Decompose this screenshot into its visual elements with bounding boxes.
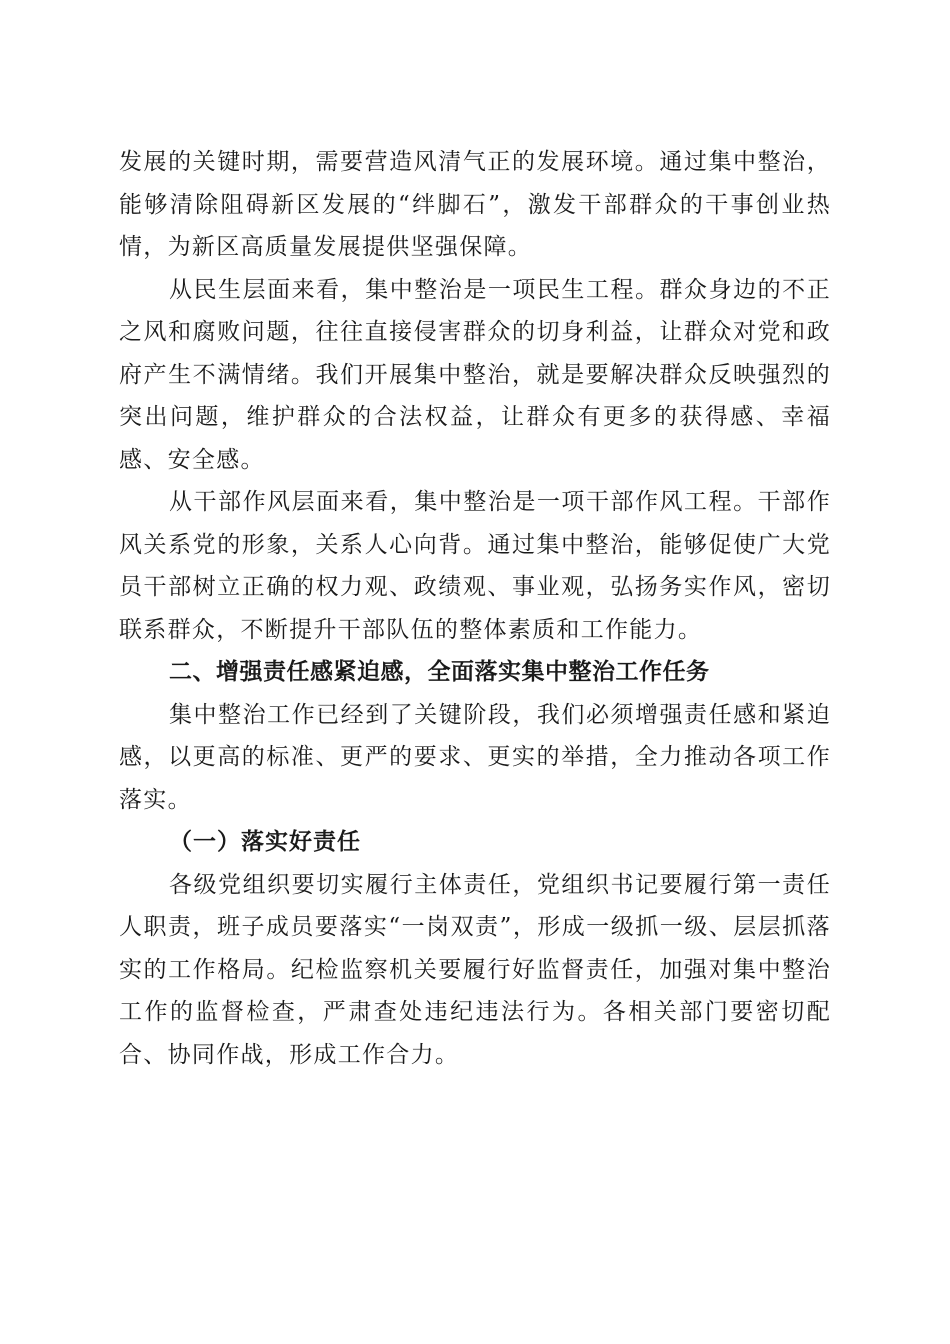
paragraph-4: 集中整治工作已经到了关键阶段，我们必须增强责任感和紧迫感，以更高的标准、更严的要求、更实的举措，全力推动各项工作落实。 bbox=[119, 701, 831, 813]
paragraph-2: 从民生层面来看，集中整治是一项民生工程。群众身边的不正之风和腐败问题，往往直接侵害群众的切身利益，让群众对党和政府产生不满情绪。我们开展集中整治，就是要解决群众反映强烈的突出问题，维护群众的合法权益，让群众有更多的获得感、幸福感、安全感。 bbox=[119, 276, 831, 473]
subsection-heading-1: （一）落实好责任 bbox=[169, 828, 361, 855]
paragraph-5: 各级党组织要切实履行主体责任，党组织书记要履行第一责任人职责，班子成员要落实“一岗双责”，形成一级抓一级、层层抓落实的工作格局。纪检监察机关要履行好监督责任，加强对集中整治工作的监督检查，严肃查处违纪违法行为。各相关部门要密切配合、协同作战，形成工作合力。 bbox=[119, 871, 831, 1068]
paragraph-3: 从干部作风层面来看，集中整治是一项干部作风工程。干部作风关系党的形象，关系人心向背。通过集中整治，能够促使广大党员干部树立正确的权力观、政绩观、事业观，弘扬务实作风，密切联系群众，不断提升干部队伍的整体素质和工作能力。 bbox=[119, 489, 831, 643]
section-heading-2: 二、增强责任感紧迫感，全面落实集中整治工作任务 bbox=[169, 659, 710, 685]
document-body bbox=[119, 141, 831, 1076]
paragraph-1: 发展的关键时期，需要营造风清气正的发展环境。通过集中整治，能够清除阻碍新区发展的“绊脚石”，激发干部群众的干事创业热情，为新区高质量发展提供坚强保障。 bbox=[119, 149, 831, 260]
